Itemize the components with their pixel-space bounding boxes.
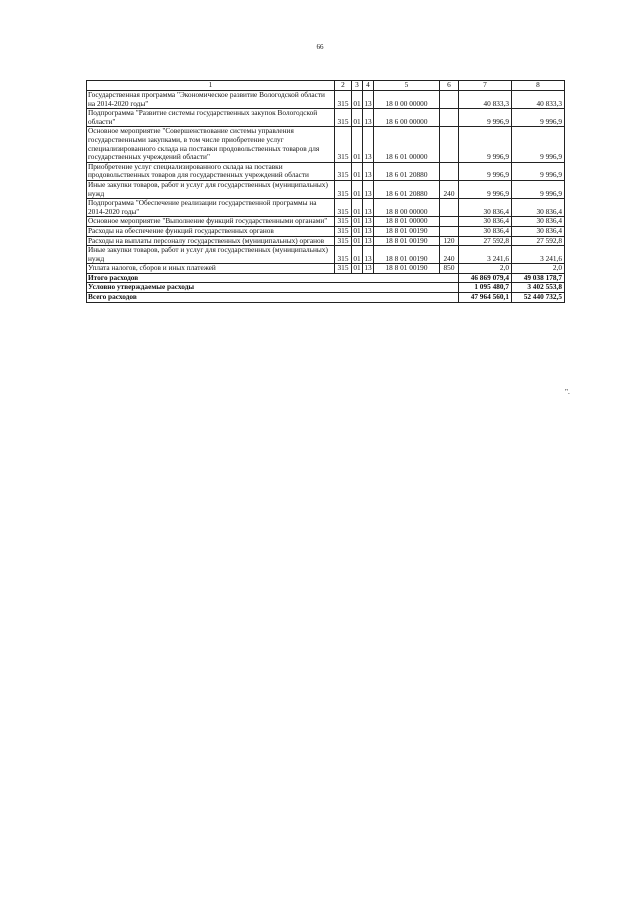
amount-cell: 9 996,9 [459,162,512,180]
table-row [87,162,565,180]
table-row [87,236,565,246]
target-article-cell: 18 6 00 00000 [374,109,440,127]
ministry-code-cell: 315 [335,180,352,198]
row-name-cell: Подпрограмма "Обеспечение реализации государственной программы на 2014-2020 годы" [87,199,335,217]
subsection-code-cell: 13 [364,263,372,273]
expense-type-cell: 240 [440,246,459,264]
table-row [87,127,565,162]
ministry-code-cell: 315 [335,127,352,162]
section-code-cell: 01 [352,91,363,109]
table-row [87,109,565,127]
section-code-cell: 01 [352,246,363,264]
ministry-code-cell: 315 [335,264,352,274]
expense-type-cell: 120 [440,236,459,246]
ministry-code-cell: 315 [335,226,352,236]
expense-type-cell [440,199,459,217]
header-cell: 1 [87,81,335,91]
table-body [87,81,565,303]
amount-cell: 3 241,6 [459,246,512,264]
subsection-code-cell: 13 [363,199,374,217]
section-code-cell: 01 [353,236,361,245]
target-article-cell: 18 8 01 00190 [374,226,440,236]
table-row [87,217,565,227]
section-code-cell: 01 [352,109,363,127]
header-cell: 3 [352,81,363,91]
ministry-code-cell: 315 [335,109,352,127]
target-article-cell: 18 6 01 20880 [374,180,440,198]
table-row [87,246,565,264]
row-name-cell: Основное мероприятие "Совершенствование системы управления государственными закупками, в том числе приобретение услуг специализированного склада на поставки продовольственных товаров для государственных учреждений области" [87,127,335,162]
header-cell: 7 [459,81,512,91]
expense-type-cell [440,109,459,127]
total-amount-cell: 47 964 560,1 [459,293,512,303]
amount-cell: 40 833,3 [459,91,512,109]
amount-cell: 30 836,4 [459,226,512,236]
row-name-cell: Уплата налогов, сборов и иных платежей [87,264,335,274]
amount-cell: 30 836,4 [512,217,565,227]
amount-cell: 9 996,9 [512,180,565,198]
target-article-cell: 18 8 01 00190 [374,246,440,264]
amount-cell: 9 996,9 [459,127,512,162]
header-cell: 5 [374,81,440,91]
total-amount-cell: 46 869 079,4 [459,273,512,283]
ministry-code-cell: 315 [335,91,352,109]
subsection-code-cell: 13 [363,127,374,162]
amount-cell: 30 836,4 [512,199,565,217]
closing-quote: ". [565,387,570,396]
expense-type-cell: 240 [440,180,459,198]
total-amount-cell: 49 038 178,7 [512,273,565,283]
amount-cell: 40 833,3 [512,91,565,109]
expense-type-cell [440,91,459,109]
row-name-cell: Расходы на выплаты персоналу государственных (муниципальных) органов [87,236,335,246]
table-row [87,264,565,274]
amount-cell: 30 836,4 [459,217,512,227]
ministry-code-cell: 315 [335,162,352,180]
section-code-cell: 01 [352,127,363,162]
target-article-cell: 18 8 01 00000 [374,217,440,227]
row-name-cell: Иные закупки товаров, работ и услуг для государственных (муниципальных) нужд [87,180,335,198]
total-label-cell: Всего расходов [87,293,459,303]
target-article-cell: 18 8 00 00000 [374,199,440,217]
budget-table [86,80,565,303]
table-row [87,91,565,109]
row-name-cell: Государственная программа "Экономическое развитие Вологодской области на 2014-2020 годы" [87,91,335,109]
amount-cell: 9 996,9 [459,180,512,198]
amount-cell: 30 836,4 [512,226,565,236]
header-row [87,81,565,91]
amount-cell: 9 996,9 [512,162,565,180]
row-name-cell: Расходы на обеспечение функций государственных органов [87,226,335,236]
expense-type-cell [440,127,459,162]
header-cell: 8 [512,81,565,91]
section-code-cell: 01 [352,199,363,217]
total-label-cell: Условно утверждаемые расходы [87,283,459,293]
section-code-cell: 01 [353,216,361,226]
amount-cell: 27 592,8 [512,236,565,246]
table-row [87,226,565,236]
total-row [87,283,565,293]
subsection-code-cell: 13 [363,109,374,127]
ministry-code-cell: 315 [335,217,352,227]
target-article-cell: 18 6 01 00000 [374,127,440,162]
table-row [87,199,565,217]
subsection-code-cell: 13 [363,246,374,264]
amount-cell: 9 996,9 [512,109,565,127]
amount-cell: 3 241,6 [512,246,565,264]
page-number: 66 [316,43,324,51]
subsection-code-cell: 13 [364,216,372,226]
ministry-code-cell: 315 [335,236,352,246]
total-amount-cell: 3 402 553,8 [512,283,565,293]
amount-cell: 9 996,9 [512,127,565,162]
total-row [87,273,565,283]
expense-type-cell [440,217,459,227]
header-cell: 4 [363,81,374,91]
row-name-cell: Приобретение услуг специализированного склада на поставки продовольственных товаров для государственных учреждений области [87,162,335,180]
subsection-code-cell: 13 [363,162,374,180]
total-amount-cell: 1 095 480,7 [459,283,512,293]
header-cell: 2 [335,81,352,91]
expense-type-cell [440,226,459,236]
amount-cell: 2,0 [459,264,512,274]
target-article-cell: 18 0 00 00000 [374,91,440,109]
ministry-code-cell: 315 [335,199,352,217]
target-article-cell: 18 8 01 00190 [374,264,440,274]
section-code-cell: 01 [352,180,363,198]
subsection-code-cell: 13 [364,226,372,235]
amount-cell: 30 836,4 [459,199,512,217]
target-article-cell: 18 8 01 00190 [374,236,440,246]
amount-cell: 2,0 [512,264,565,274]
row-name-cell: Основное мероприятие "Выполнение функций государственными органами" [87,217,335,227]
total-amount-cell: 52 440 732,5 [512,293,565,303]
total-label-cell: Итого расходов [87,273,459,283]
target-article-cell: 18 6 01 20880 [374,162,440,180]
amount-cell: 9 996,9 [459,109,512,127]
expense-type-cell: 850 [440,264,459,274]
subsection-code-cell: 13 [363,91,374,109]
expense-type-cell [440,162,459,180]
section-code-cell: 01 [353,263,361,273]
subsection-code-cell: 13 [364,236,372,245]
section-code-cell: 01 [353,226,361,235]
table-row [87,180,565,198]
header-cell: 6 [440,81,459,91]
row-name-cell: Иные закупки товаров, работ и услуг для государственных (муниципальных) нужд [87,246,335,264]
row-name-cell: Подпрограмма "Развитие системы государственных закупок Вологодской области" [87,109,335,127]
amount-cell: 27 592,8 [459,236,512,246]
ministry-code-cell: 315 [335,246,352,264]
subsection-code-cell: 13 [363,180,374,198]
section-code-cell: 01 [352,162,363,180]
total-row [87,293,565,303]
